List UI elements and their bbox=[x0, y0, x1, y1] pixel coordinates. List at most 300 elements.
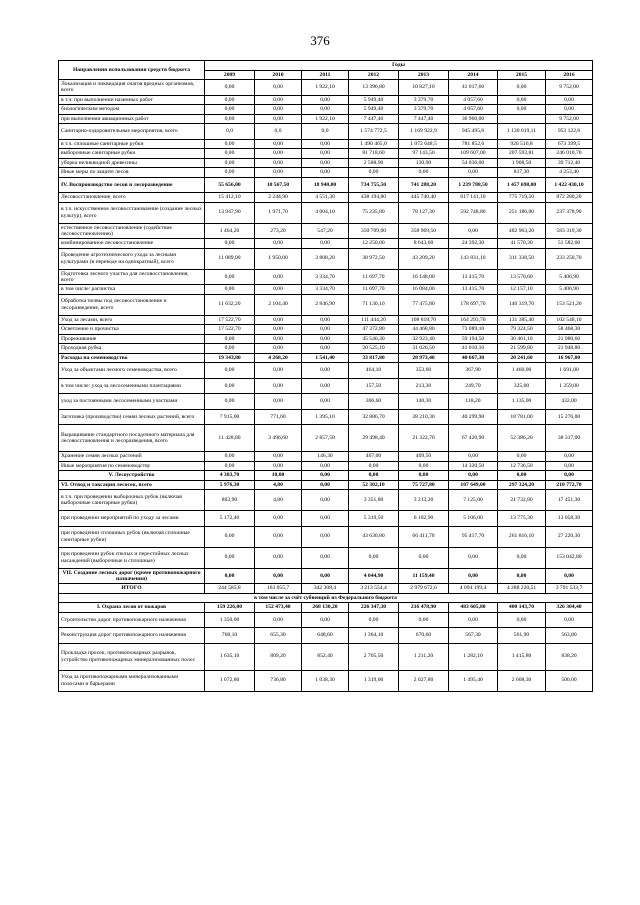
row-value-2014: 178 697,70 bbox=[449, 294, 498, 315]
row-label: Обработка почвы под лесовосстановление и лесоразведение, всего bbox=[59, 294, 205, 315]
row-value-2009: 0,00 bbox=[205, 269, 255, 285]
table-row bbox=[59, 344, 593, 354]
row-label: Прокладка просек, противопожарных разрывов, устройство противопожарных минерализованных полос bbox=[59, 643, 205, 670]
row-value-2012: 47 372,80 bbox=[349, 325, 399, 335]
row-value-2012: 43 630,80 bbox=[349, 526, 399, 547]
row-value-2015: 297 324,20 bbox=[498, 480, 546, 490]
row-value-2010: 4 268,20 bbox=[255, 353, 302, 363]
row-value-2009: 11 428,80 bbox=[205, 425, 255, 452]
row-value-2013: 1 072 648,5 bbox=[399, 139, 449, 149]
table-row bbox=[59, 202, 593, 223]
table-row bbox=[59, 526, 593, 547]
row-value-2016: 102 548,10 bbox=[546, 315, 593, 325]
table-row bbox=[59, 480, 593, 490]
row-value-2010: 1 971,70 bbox=[255, 202, 302, 223]
row-value-2009: 13 947,90 bbox=[205, 202, 255, 223]
row-value-2016: 153 521,20 bbox=[546, 294, 593, 315]
row-value-2013: 358 969,50 bbox=[399, 223, 449, 239]
row-value-2011: 0,00 bbox=[302, 239, 349, 249]
row-value-2009: 768,10 bbox=[205, 628, 255, 644]
header-year-2012: 2012 bbox=[349, 70, 399, 80]
row-value-2016: 15 276,00 bbox=[546, 409, 593, 425]
header-year-2013: 2013 bbox=[399, 70, 449, 80]
row-value-2013: 66 411,70 bbox=[399, 526, 449, 547]
row-value-2015: 0,00 bbox=[498, 95, 546, 105]
row-value-2011: 18 940,00 bbox=[302, 177, 349, 193]
row-value-2012: 306,60 bbox=[349, 394, 399, 410]
row-value-2013: 16 084,00 bbox=[399, 285, 449, 295]
row-value-2013: 75 727,80 bbox=[399, 480, 449, 490]
row-value-2013: 16 148,00 bbox=[399, 269, 449, 285]
row-label: комбинированное лесовосстановление bbox=[59, 239, 205, 249]
row-value-2014: 0,00 bbox=[449, 568, 498, 584]
row-value-2010: 0,00 bbox=[255, 269, 302, 285]
row-value-2016: 673 399,5 bbox=[546, 139, 593, 149]
row-value-2010: 0,00 bbox=[255, 80, 302, 96]
row-label: Проходная рубка bbox=[59, 344, 205, 354]
row-value-2009: 0,00 bbox=[205, 452, 255, 462]
row-value-2010: 736,80 bbox=[255, 670, 302, 691]
row-value-2010: 771,60 bbox=[255, 409, 302, 425]
row-label: Уход за лесами, всего bbox=[59, 315, 205, 325]
table-row bbox=[59, 547, 593, 568]
row-value-2010: 10,00 bbox=[255, 471, 302, 481]
row-value-2013: 3 379,70 bbox=[399, 95, 449, 105]
row-value-2011: 0,00 bbox=[302, 344, 349, 354]
row-value-2014: 5 106,00 bbox=[449, 511, 498, 527]
row-value-2015: 13 570,60 bbox=[498, 269, 546, 285]
row-value-2015: 21 599,80 bbox=[498, 344, 546, 354]
row-value-2010: 809,20 bbox=[255, 643, 302, 670]
row-label: Реконструкция дорог противопожарного назначения bbox=[59, 628, 205, 644]
table-body bbox=[59, 80, 593, 692]
row-label: в т.ч. при выполнении наземных работ bbox=[59, 95, 205, 105]
row-value-2009: 0,0 bbox=[205, 124, 255, 140]
row-value-2016: 1 259,00 bbox=[546, 378, 593, 394]
row-value-2016: 58 468,30 bbox=[546, 325, 593, 335]
table-row bbox=[59, 294, 593, 315]
row-value-2010: 3 496,60 bbox=[255, 425, 302, 452]
row-value-2011: 0,00 bbox=[302, 612, 349, 628]
row-label: при проведении мероприятий по уходу за лесами bbox=[59, 511, 205, 527]
row-value-2016: 432,00 bbox=[546, 394, 593, 410]
row-value-2013: 44 468,80 bbox=[399, 325, 449, 335]
row-value-2014: 1 495,40 bbox=[449, 670, 498, 691]
row-value-2014: 14 320,50 bbox=[449, 461, 498, 471]
row-value-2013: 7 447,40 bbox=[399, 114, 449, 124]
header-year-2009: 2009 bbox=[205, 70, 255, 80]
row-value-2010: 0,00 bbox=[255, 95, 302, 105]
row-value-2015: 12 736,50 bbox=[498, 461, 546, 471]
row-value-2016: 39 712,40 bbox=[546, 158, 593, 168]
row-value-2010: 0,00 bbox=[255, 315, 302, 325]
table-row bbox=[59, 511, 593, 527]
row-label: в т.ч. при проведении выборочных рубок (включая выборочные санитарные рубки) bbox=[59, 490, 205, 511]
row-value-2014: 592 748,80 bbox=[449, 202, 498, 223]
row-value-2010: 0,00 bbox=[255, 325, 302, 335]
row-value-2016: 500,00 bbox=[546, 670, 593, 691]
table-row bbox=[59, 285, 593, 295]
row-value-2010: 0,00 bbox=[255, 285, 302, 295]
table-row bbox=[59, 603, 593, 613]
row-value-2011: 268 130,20 bbox=[302, 603, 349, 613]
row-value-2015: 0,00 bbox=[498, 452, 546, 462]
row-value-2013: 353,60 bbox=[399, 363, 449, 379]
row-value-2011: 0,00 bbox=[302, 139, 349, 149]
row-value-2012: 111 444,20 bbox=[349, 315, 399, 325]
row-value-2010: 4,80 bbox=[255, 480, 302, 490]
row-label: Локализация и ликвидация очагов вредных организмов, всего bbox=[59, 80, 205, 96]
table-row bbox=[59, 378, 593, 394]
row-value-2013: 10 827,10 bbox=[399, 80, 449, 96]
row-value-2012: 81 718,60 bbox=[349, 149, 399, 159]
row-value-2016: 246 010,70 bbox=[546, 149, 593, 159]
row-value-2012: 1 364,10 bbox=[349, 628, 399, 644]
row-value-2015: 207 593,81 bbox=[498, 149, 546, 159]
row-value-2010: 0,00 bbox=[255, 461, 302, 471]
row-value-2014: 4 057,60 bbox=[449, 105, 498, 115]
table-row bbox=[59, 95, 593, 105]
row-value-2009: 0,00 bbox=[205, 461, 255, 471]
row-value-2014: 0,00 bbox=[449, 547, 498, 568]
row-value-2009: 0,00 bbox=[205, 344, 255, 354]
row-value-2011: 547,20 bbox=[302, 223, 349, 239]
row-label: Уход за противопожарными минерализованными полосами и барьерами bbox=[59, 670, 205, 691]
row-value-2011: 0,00 bbox=[302, 461, 349, 471]
row-value-2012: 0,00 bbox=[349, 547, 399, 568]
row-value-2012: 1 574 772,5 bbox=[349, 124, 399, 140]
table-row bbox=[59, 363, 593, 379]
row-value-2014: 54 036,00 bbox=[449, 158, 498, 168]
table-row bbox=[59, 425, 593, 452]
row-value-2016: 9 752,00 bbox=[546, 114, 593, 124]
row-value-2013: 1 169 922,9 bbox=[399, 124, 449, 140]
row-value-2009: 17 522,70 bbox=[205, 325, 255, 335]
row-value-2013: 43 209,20 bbox=[399, 248, 449, 269]
row-value-2013: 11 159,40 bbox=[399, 568, 449, 584]
row-value-2015: 1 135,00 bbox=[498, 394, 546, 410]
table-row bbox=[59, 269, 593, 285]
row-value-2015: 0,00 bbox=[498, 105, 546, 115]
row-value-2009: 0,00 bbox=[205, 334, 255, 344]
row-value-2011: 0,00 bbox=[302, 325, 349, 335]
row-label: в том числе: расчистка bbox=[59, 285, 205, 295]
row-value-2009: 17 522,70 bbox=[205, 315, 255, 325]
row-value-2011: 342 308,4 bbox=[302, 584, 349, 594]
row-value-2016: 838,20 bbox=[546, 643, 593, 670]
row-value-2010: 152 473,40 bbox=[255, 603, 302, 613]
row-value-2015: 561,90 bbox=[498, 628, 546, 644]
row-value-2012: 467,00 bbox=[349, 452, 399, 462]
row-value-2015: 1 908,50 bbox=[498, 158, 546, 168]
row-value-2013: 28 210,30 bbox=[399, 409, 449, 425]
row-value-2015: 920 516,8 bbox=[498, 139, 546, 149]
table-row bbox=[59, 490, 593, 511]
row-value-2009: 803,90 bbox=[205, 490, 255, 511]
row-value-2016: 16 967,00 bbox=[546, 353, 593, 363]
row-label: в т.ч. сплошные санитарные рубки bbox=[59, 139, 205, 149]
row-value-2016: 210 772,70 bbox=[546, 480, 593, 490]
table-row bbox=[59, 80, 593, 96]
row-value-2011: 0,00 bbox=[302, 168, 349, 178]
table-row bbox=[59, 105, 593, 115]
row-label: при выполнении авиационных работ bbox=[59, 114, 205, 124]
row-value-2009: 0,00 bbox=[205, 95, 255, 105]
row-value-2010: 0,00 bbox=[255, 511, 302, 527]
row-label: ИТОГО bbox=[59, 584, 205, 594]
table-row bbox=[59, 114, 593, 124]
row-value-2009: 0,00 bbox=[205, 80, 255, 96]
row-value-2014: 0,00 bbox=[449, 471, 498, 481]
row-label: Проведение агротехнического ухода за лесными культурами (в переводе на однократный), всего bbox=[59, 248, 205, 269]
row-value-2015: 131 385,40 bbox=[498, 315, 546, 325]
row-value-2011: 1 922,10 bbox=[302, 80, 349, 96]
table-row bbox=[59, 193, 593, 203]
row-value-2015: 52 386,20 bbox=[498, 425, 546, 452]
table-row bbox=[59, 149, 593, 159]
row-value-2016: 5 406,90 bbox=[546, 285, 593, 295]
row-value-2012: 52 302,10 bbox=[349, 480, 399, 490]
row-value-2011: 4 551,30 bbox=[302, 193, 349, 203]
row-value-2011: 0,00 bbox=[302, 158, 349, 168]
row-label: естественное лесовосстановление (содействие лесовосстановлению) bbox=[59, 223, 205, 239]
row-value-2009: 1 072,80 bbox=[205, 670, 255, 691]
row-value-2016: 0,00 bbox=[546, 105, 593, 115]
row-value-2015: 1 457 698,00 bbox=[498, 177, 546, 193]
row-value-2015: 2 608,30 bbox=[498, 670, 546, 691]
table-row bbox=[59, 670, 593, 691]
table-row bbox=[59, 471, 593, 481]
row-label: Иные меры по защите лесов bbox=[59, 168, 205, 178]
row-value-2015: 0,00 bbox=[498, 568, 546, 584]
row-value-2011: 0,00 bbox=[302, 471, 349, 481]
row-value-2014: 945 495,6 bbox=[449, 124, 498, 140]
row-value-2012: 1 319,00 bbox=[349, 670, 399, 691]
row-value-2009: 0,00 bbox=[205, 394, 255, 410]
row-value-2009: 11 089,00 bbox=[205, 248, 255, 269]
row-value-2011: 0,00 bbox=[302, 547, 349, 568]
row-value-2010: 0,00 bbox=[255, 344, 302, 354]
row-value-2011: 1 922,10 bbox=[302, 114, 349, 124]
row-value-2014: 59 194,50 bbox=[449, 334, 498, 344]
row-value-2010: 1 950,00 bbox=[255, 248, 302, 269]
row-value-2012: 1 490 465,0 bbox=[349, 139, 399, 149]
row-value-2016: 13 058,30 bbox=[546, 511, 593, 527]
row-value-2011: 0,00 bbox=[302, 480, 349, 490]
row-value-2012: 0,00 bbox=[349, 168, 399, 178]
row-value-2015: 482 963,20 bbox=[498, 223, 546, 239]
row-value-2014: 0,00 bbox=[449, 452, 498, 462]
row-value-2014: 143 831,10 bbox=[449, 248, 498, 269]
row-value-2009: 0,00 bbox=[205, 239, 255, 249]
row-value-2012: 350 709,00 bbox=[349, 223, 399, 239]
row-value-2016: 3 791 533,7 bbox=[546, 584, 593, 594]
row-label: Санитарно-оздоровительные мероприятия, всего bbox=[59, 124, 205, 140]
row-value-2012: 11 697,70 bbox=[349, 269, 399, 285]
row-value-2013: 31 026,50 bbox=[399, 344, 449, 354]
row-value-2015: 0,00 bbox=[498, 471, 546, 481]
row-value-2010: 0,00 bbox=[255, 158, 302, 168]
row-value-2011: 0,0 bbox=[302, 124, 349, 140]
row-value-2010: 0,00 bbox=[255, 363, 302, 379]
row-value-2015: 400 143,70 bbox=[498, 603, 546, 613]
row-value-2013: 216 478,90 bbox=[399, 603, 449, 613]
row-value-2016: 872 280,20 bbox=[546, 193, 593, 203]
row-value-2011: 3 334,70 bbox=[302, 285, 349, 295]
row-value-2011: 0,00 bbox=[302, 95, 349, 105]
row-value-2014: 0,00 bbox=[449, 612, 498, 628]
row-value-2014: 118,20 bbox=[449, 394, 498, 410]
row-value-2015: 140 319,70 bbox=[498, 294, 546, 315]
row-value-2011: 0,00 bbox=[302, 334, 349, 344]
row-value-2016: 5 406,90 bbox=[546, 269, 593, 285]
row-value-2010: 0,00 bbox=[255, 149, 302, 159]
row-value-2013: 32 923,40 bbox=[399, 334, 449, 344]
row-label: Лесовосстановление, всего bbox=[59, 193, 205, 203]
row-value-2013: 0,00 bbox=[399, 547, 449, 568]
row-value-2010: 2 244,90 bbox=[255, 193, 302, 203]
row-value-2016: 153 042,80 bbox=[546, 547, 593, 568]
row-value-2016: 1 422 430,10 bbox=[546, 177, 593, 193]
row-value-2011: 2 846,90 bbox=[302, 294, 349, 315]
row-value-2012: 32 886,70 bbox=[349, 409, 399, 425]
row-label: IV. Воспроизводство лесов и лесоразведение bbox=[59, 177, 205, 193]
row-value-2016: 0,00 bbox=[546, 568, 593, 584]
row-value-2016: 17 451,30 bbox=[546, 490, 593, 511]
row-value-2015: 79 324,50 bbox=[498, 325, 546, 335]
row-value-2013: 1 211,20 bbox=[399, 643, 449, 670]
row-value-2009: 244 585,8 bbox=[205, 584, 255, 594]
row-value-2011: 0,00 bbox=[302, 315, 349, 325]
row-value-2013: 3 379,70 bbox=[399, 105, 449, 115]
table-row bbox=[59, 223, 593, 239]
row-value-2012: 438 194,80 bbox=[349, 193, 399, 203]
row-value-2016: 0,00 bbox=[546, 471, 593, 481]
row-value-2011: 852,40 bbox=[302, 643, 349, 670]
row-value-2016: 51 582,00 bbox=[546, 239, 593, 249]
row-value-2009: 19 343,80 bbox=[205, 353, 255, 363]
row-label: V. Лесоустройство bbox=[59, 471, 205, 481]
row-value-2014: 483 605,80 bbox=[449, 603, 498, 613]
row-value-2014: 67 420,90 bbox=[449, 425, 498, 452]
row-value-2010: 10 567,50 bbox=[255, 177, 302, 193]
row-value-2013: 108 818,70 bbox=[399, 315, 449, 325]
row-value-2012: 75 235,80 bbox=[349, 202, 399, 223]
row-value-2011: 1 541,40 bbox=[302, 353, 349, 363]
header-year-2010: 2010 bbox=[255, 70, 302, 80]
row-value-2014: 95 417,70 bbox=[449, 526, 498, 547]
page-number: 376 bbox=[310, 33, 330, 48]
row-value-2010: 0,00 bbox=[255, 612, 302, 628]
row-value-2009: 0,00 bbox=[205, 149, 255, 159]
row-value-2015 bbox=[498, 114, 546, 124]
row-value-2013: 8 643,60 bbox=[399, 239, 449, 249]
row-value-2009: 0,00 bbox=[205, 363, 255, 379]
row-label: Хранение семян лесных растений bbox=[59, 452, 205, 462]
budget-table bbox=[58, 60, 593, 692]
row-value-2013: 77 475,80 bbox=[399, 294, 449, 315]
row-value-2013: 6 102,90 bbox=[399, 511, 449, 527]
row-value-2014: 617 141,10 bbox=[449, 193, 498, 203]
row-value-2016: 233 250,70 bbox=[546, 248, 593, 269]
row-value-2016: 326 304,40 bbox=[546, 603, 593, 613]
row-value-2013: 409,50 bbox=[399, 452, 449, 462]
table-row bbox=[59, 643, 593, 670]
row-label: VII. Создание лесных дорог (кроме противопожарного назначения) bbox=[59, 568, 205, 584]
row-value-2012: 5 949,40 bbox=[349, 105, 399, 115]
row-value-2015: 775 719,50 bbox=[498, 193, 546, 203]
row-label: Подготовка лесного участка для лесовосстановления, всего bbox=[59, 269, 205, 285]
row-value-2012: 29 498,40 bbox=[349, 425, 399, 452]
row-value-2013: 140,30 bbox=[399, 394, 449, 410]
row-label: VI. Отвод и таксация лесосек, всего bbox=[59, 480, 205, 490]
row-value-2009: 1 635,10 bbox=[205, 643, 255, 670]
table-row bbox=[59, 239, 593, 249]
row-value-2015: 21 732,80 bbox=[498, 490, 546, 511]
table-row bbox=[59, 353, 593, 363]
row-value-2012: 13 396,80 bbox=[349, 80, 399, 96]
row-value-2016: 237 378,90 bbox=[546, 202, 593, 223]
row-value-2009: 0,00 bbox=[205, 114, 255, 124]
row-value-2011: 1 395,10 bbox=[302, 409, 349, 425]
row-value-2012: 45 546,30 bbox=[349, 334, 399, 344]
row-value-2014: 73 089,10 bbox=[449, 325, 498, 335]
row-value-2014: 567,30 bbox=[449, 628, 498, 644]
row-value-2015: 1 460,00 bbox=[498, 363, 546, 379]
row-value-2011: 0,00 bbox=[302, 511, 349, 527]
row-value-2015: 0,00 bbox=[498, 612, 546, 628]
row-value-2009: 0,00 bbox=[205, 285, 255, 295]
row-value-2012: 11 697,70 bbox=[349, 285, 399, 295]
row-value-2016: 27 220,30 bbox=[546, 526, 593, 547]
row-value-2014: 109 607,00 bbox=[449, 149, 498, 159]
row-value-2011: 0,00 bbox=[302, 394, 349, 410]
row-value-2013: 97 143,50 bbox=[399, 149, 449, 159]
row-value-2013: 445 740,40 bbox=[399, 193, 449, 203]
row-value-2015: 20 241,60 bbox=[498, 353, 546, 363]
row-value-2013: 0,00 bbox=[399, 471, 449, 481]
row-value-2012: 464,10 bbox=[349, 363, 399, 379]
row-label: в том числе: уход за лесосеменными плантациями bbox=[59, 378, 205, 394]
header-years-label: Годы bbox=[205, 61, 593, 71]
row-value-2010: 0,00 bbox=[255, 394, 302, 410]
table-row bbox=[59, 334, 593, 344]
table-row bbox=[59, 139, 593, 149]
row-value-2012: 2 705,50 bbox=[349, 643, 399, 670]
row-value-2014: 1 239 788,50 bbox=[449, 177, 498, 193]
header-year-2014: 2014 bbox=[449, 70, 498, 80]
row-value-2011: 0,00 bbox=[302, 378, 349, 394]
row-value-2014: 4 057,60 bbox=[449, 95, 498, 105]
row-value-2010: 0,00 bbox=[255, 139, 302, 149]
row-value-2013: 3 213,20 bbox=[399, 490, 449, 511]
table-row bbox=[59, 315, 593, 325]
row-value-2010: 0,00 bbox=[255, 334, 302, 344]
row-value-2014: 7 125,00 bbox=[449, 490, 498, 511]
row-value-2016: 583 319,30 bbox=[546, 223, 593, 239]
row-value-2009: 5 172,40 bbox=[205, 511, 255, 527]
row-value-2015: 251 186,00 bbox=[498, 202, 546, 223]
row-value-2016: 4 253,40 bbox=[546, 168, 593, 178]
row-value-2015: 0,00 bbox=[498, 80, 546, 96]
row-label: выборочные санитарные рубки bbox=[59, 149, 205, 159]
row-value-2010: 0,00 bbox=[255, 239, 302, 249]
row-value-2015: 0,00 bbox=[498, 547, 546, 568]
row-value-2015: 1 130 019,11 bbox=[498, 124, 546, 140]
row-value-2010: 0,0 bbox=[255, 124, 302, 140]
row-value-2013: 2 979 672,6 bbox=[399, 584, 449, 594]
table-row bbox=[59, 584, 593, 594]
